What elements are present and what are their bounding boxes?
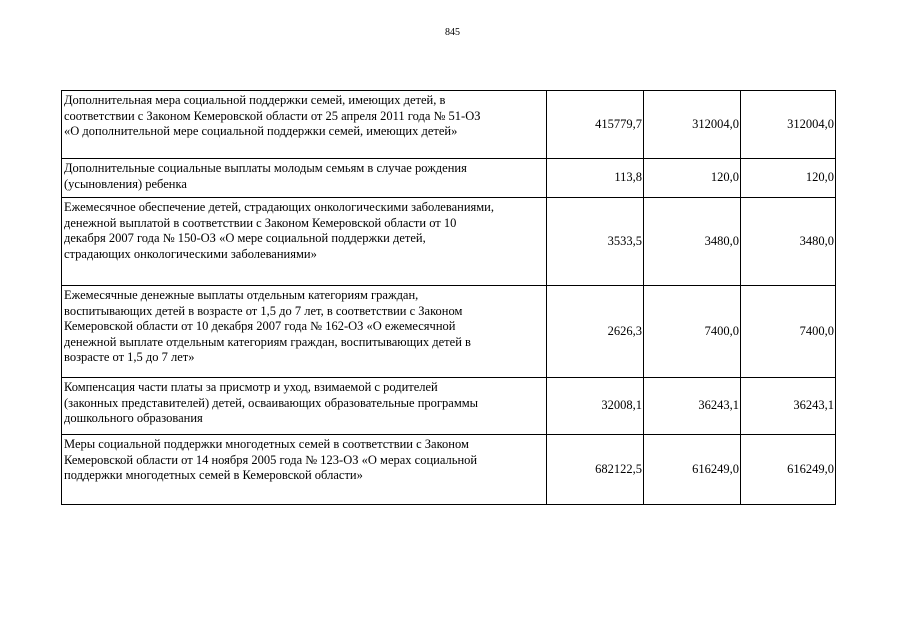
description-line: соответствии с Законом Кемеровской области от 25 апреля 2011 года № 51-ОЗ [64, 108, 481, 123]
description-line: дошкольного образования [64, 411, 203, 425]
table-row [62, 286, 836, 378]
description-line: денежной выплате отдельным категориям граждан, воспитывающих детей в [64, 334, 471, 349]
value-cell-3: 312004,0 [741, 91, 836, 159]
description-line: Компенсация части платы за присмотр и уход, взимаемой с родителей [64, 380, 438, 394]
value-cell-1: 32008,1 [547, 378, 644, 435]
value-cell-1: 3533,5 [547, 198, 644, 286]
value-cell-3: 7400,0 [741, 286, 836, 378]
row-description [62, 198, 547, 286]
value-cell-2: 312004,0 [644, 91, 741, 159]
description-line: Ежемесячное обеспечение детей, страдающих онкологическими заболеваниями, [64, 200, 494, 214]
table-row [62, 435, 836, 505]
value-cell-1: 682122,5 [547, 435, 644, 505]
value-cell-3: 36243,1 [741, 378, 836, 435]
row-description [62, 286, 547, 378]
description-line: «О дополнительной мере социальной поддержки семей, имеющих детей» [64, 124, 458, 138]
budget-table [61, 90, 836, 505]
value-cell-1: 113,8 [547, 159, 644, 198]
row-description [62, 159, 547, 198]
page-number: 845 [445, 27, 460, 38]
value-cell-1: 415779,7 [547, 91, 644, 159]
description-line: возрасте от 1,5 до 7 лет» [64, 350, 195, 364]
description-line: воспитывающих детей в возрасте от 1,5 до 7 лет, в соответствии с Законом [64, 303, 463, 318]
description-line: поддержки многодетных семей в Кемеровской области» [64, 468, 363, 482]
value-cell-2: 3480,0 [644, 198, 741, 286]
description-line: Кемеровской области от 14 ноября 2005 года № 123-ОЗ «О мерах социальной [64, 452, 478, 467]
description-line: декабря 2007 года № 150-ОЗ «О мере социальной поддержки детей, [64, 231, 426, 245]
value-cell-3: 616249,0 [741, 435, 836, 505]
description-line: Кемеровской области от 10 декабря 2007 года № 162-ОЗ «О ежемесячной [64, 319, 456, 333]
description-line: Ежемесячные денежные выплаты отдельным категориям граждан, [64, 288, 419, 302]
value-cell-2: 616249,0 [644, 435, 741, 505]
value-cell-3: 120,0 [741, 159, 836, 198]
table-row [62, 198, 836, 286]
value-cell-2: 120,0 [644, 159, 741, 198]
row-description [62, 435, 547, 505]
value-cell-3: 3480,0 [741, 198, 836, 286]
table-body [62, 91, 836, 505]
table-row [62, 378, 836, 435]
value-cell-2: 7400,0 [644, 286, 741, 378]
table-row [62, 159, 836, 198]
description-line: (усыновления) ребенка [64, 176, 187, 191]
description-line: денежной выплатой в соответствии с Законом Кемеровской области от 10 [64, 215, 457, 230]
description-line: Дополнительные социальные выплаты молодым семьям в случае рождения [64, 161, 467, 175]
table-row [62, 91, 836, 159]
value-cell-2: 36243,1 [644, 378, 741, 435]
description-line: страдающих онкологическими заболеваниями» [64, 246, 317, 261]
description-line: (законных представителей) детей, осваивающих образовательные программы [64, 395, 479, 410]
row-description [62, 91, 547, 159]
row-description [62, 378, 547, 435]
description-line: Дополнительная мера социальной поддержки семей, имеющих детей, в [64, 93, 446, 107]
description-line: Меры социальной поддержки многодетных семей в соответствии с Законом [64, 437, 469, 451]
value-cell-1: 2626,3 [547, 286, 644, 378]
